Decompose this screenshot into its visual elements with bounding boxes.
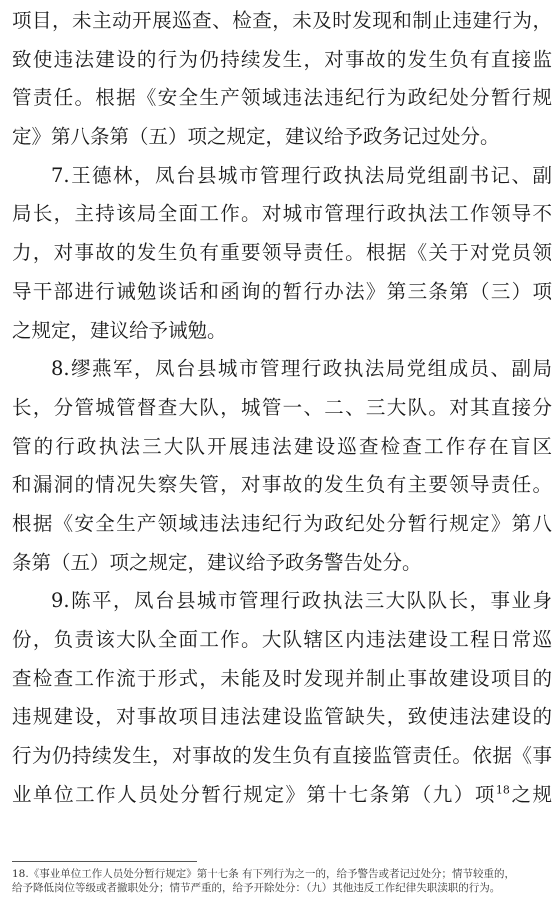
text-span: 业单位工作人员处分暂行规定》第十七条第（九）项 [12, 782, 496, 806]
text-line: 之规定，建议给予诫勉。 [12, 318, 227, 342]
text-line: 导干部进行诫勉谈话和函询的暂行办法》第三条第（三）项 [12, 279, 552, 303]
footnote-reference[interactable]: 18 [495, 783, 510, 797]
text-line: 根据《安全生产领域违法违纪行为政纪处分暂行规定》第八 [12, 511, 552, 535]
text-line: 力，对事故的发生负有重要领导责任。根据《关于对党员领 [12, 241, 552, 265]
text-line: 局长，主持该局全面工作。对城市管理行政执法工作领导不 [12, 202, 552, 226]
text-line: 8.缪燕军，凤台县城市管理行政执法局党组成员、副局 [51, 357, 552, 381]
footnote-line: 18.《事业单位工作人员处分暂行规定》第十七条 有下列行为之一的，给予警告或者记过处分；情节较重的， [12, 868, 516, 880]
text-line [12, 776, 552, 815]
footnote [12, 867, 552, 895]
text-line: 管的行政执法三大队开展违法建设巡查检查工作存在盲区 [12, 434, 552, 458]
text-line: 长，分管城管督查大队，城管一、二、三大队。对其直接分 [12, 395, 552, 419]
paragraph [12, 2, 552, 157]
paragraph [12, 157, 552, 350]
text-line: 致使违法建设的行为仍持续发生，对事故的发生负有直接监 [12, 47, 552, 71]
text-line: 和漏洞的情况失察失管，对事故的发生负有主要领导责任。 [12, 473, 552, 497]
text-line: 份，负责该大队全面工作。大队辖区内违法建设工程日常巡 [12, 628, 552, 651]
text-line: 条第（五）项之规定，建议给予政务警告处分。 [12, 550, 422, 574]
text-line: 项目，未主动开展巡查、检查，未及时发现和制止违建行为， [12, 9, 552, 32]
text-line: 7.王德林，凤台县城市管理行政执法局党组副书记、副 [51, 163, 552, 187]
text-line: 9.陈平，凤台县城市管理行政执法三大队队长，事业身 [51, 589, 552, 613]
text-line: 违规建设，对事故项目违法建设监管缺失，致使违法建设的 [12, 705, 552, 729]
text-line: 行为仍持续发生，对事故的发生负有直接监管责任。依据《事 [12, 744, 552, 768]
footnote-divider [12, 861, 197, 862]
text-span: 之规 [509, 782, 552, 806]
paragraph [12, 582, 552, 814]
text-line: 管责任。根据《安全生产领域违法违纪行为政纪处分暂行规 [12, 86, 552, 110]
text-line: 查检查工作流于形式，未能及时发现并制止事故建设项目的 [12, 666, 552, 690]
body-text [12, 2, 552, 814]
paragraph [12, 350, 552, 582]
text-line: 定》第八条第（五）项之规定，建议给予政务记过处分。 [12, 125, 500, 149]
footnote-line: 给予降低岗位等级或者撤职处分；情节严重的，给予开除处分：（九）其他违反工作纪律失职渎职的行为。 [12, 882, 501, 894]
